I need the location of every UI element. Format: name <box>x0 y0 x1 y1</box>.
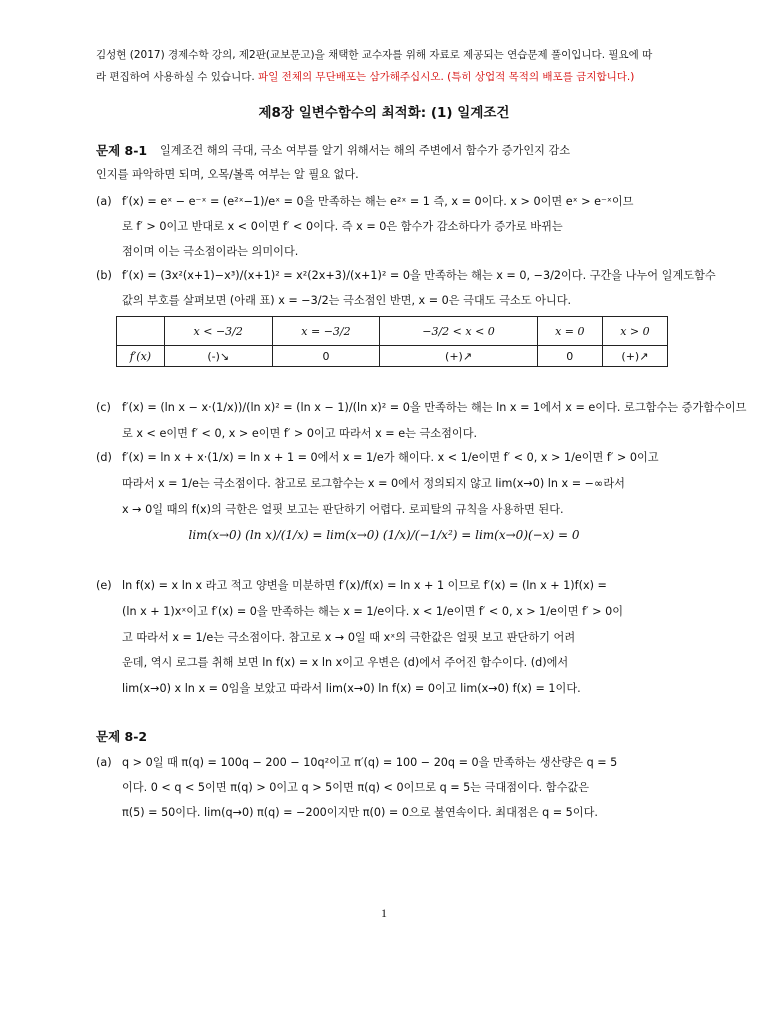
problem-8-1-intro-line2: 인지를 파악하면 되며, 오목/볼록 여부는 알 필요 없다. <box>96 168 359 181</box>
header-notice-text: 라 편집하여 사용하실 수 있습니다. <box>96 71 255 83</box>
sign-table-cell: (+)↗ <box>380 346 537 367</box>
lhopital-equation: lim(x→0) (ln x)/(1/x) = lim(x→0) (1/x)/(−1/x²) = lim(x→0)(−x) = 0 <box>188 528 580 542</box>
part-e-line1: ln f(x) = x ln x 라고 적고 양변을 미분하면 f′(x)/f(x) = ln x + 1 이므로 f′(x) = (ln x + 1)f(x) = <box>122 579 607 592</box>
problem-8-1-intro-line1: 일계조건 해의 극대, 극소 여부를 알기 위해서는 해의 주변에서 함수가 증가인지 감소 <box>160 144 571 157</box>
sign-table-header-cell: x > 0 <box>602 317 667 346</box>
sign-table-row-label: f′(x) <box>117 346 165 367</box>
sign-table-cell: 0 <box>272 346 380 367</box>
part-a-label: (a) <box>96 195 112 208</box>
header-warning: 파일 전체의 무단배포는 삼가해주십시오. (특히 상업적 목적의 배포를 금지합니다.) <box>258 71 635 83</box>
part-e-line3: 고 따라서 x = 1/e는 극소점이다. 참고로 x → 0일 때 xˣ의 극한값은 얼핏 보고 판단하기 어려 <box>122 631 576 644</box>
problem-8-2-heading: 문제 8-2 <box>96 729 148 744</box>
problem-8-1-heading: 문제 8-1 <box>96 143 148 158</box>
sign-table-header-row <box>117 317 668 346</box>
sign-table-cell: (+)↗ <box>602 346 667 367</box>
part-c-line1: f′(x) = (ln x − x·(1/x))/(ln x)² = (ln x − 1)/(ln x)² = 0을 만족하는 해는 ln x = 1에서 x = e이다. 로그함수는 증가함수이므 <box>122 401 747 414</box>
part-d-line1: f′(x) = ln x + x·(1/x) = ln x + 1 = 0에서 x = 1/e가 해이다. x < 1/e이면 f′ < 0, x > 1/e이면 f′ > 0이고 <box>122 451 659 464</box>
part-a-line3: 점이며 이는 극소점이라는 의미이다. <box>122 245 299 258</box>
part-d-line3: x → 0일 때의 f(x)의 극한은 얼핏 보고는 판단하기 어렵다. 로피탈의 규칙을 사용하면 된다. <box>122 503 564 516</box>
sign-table <box>116 316 668 367</box>
part-e-label: (e) <box>96 579 112 592</box>
problem-8-2-part-a-label: (a) <box>96 756 112 769</box>
part-e-line4: 운데, 역시 로그를 취해 보면 ln f(x) = x ln x이고 우변은 (d)에서 주어진 함수이다. (d)에서 <box>122 656 569 669</box>
problem-8-2-part-a-line1: q > 0일 때 π(q) = 100q − 200 − 10q²이고 π′(q) = 100 − 20q = 0을 만족하는 생산량은 q = 5 <box>122 756 618 769</box>
part-d-line2: 따라서 x = 1/e는 극소점이다. 참고로 로그함수는 x = 0에서 정의되지 않고 lim(x→0) ln x = −∞라서 <box>122 477 625 490</box>
problem-8-2-part-a-line2: 이다. 0 < q < 5이면 π(q) > 0이고 q > 5이면 π(q) < 0이므로 q = 5는 극대점이다. 함수값은 <box>122 781 590 794</box>
part-c-label: (c) <box>96 401 111 414</box>
part-b-label: (b) <box>96 269 112 282</box>
part-a-line2: 로 f′ > 0이고 반대로 x < 0이면 f′ < 0이다. 즉 x = 0은 함수가 감소하다가 증가로 바뀌는 <box>122 220 563 233</box>
sign-table-header-cell <box>117 317 165 346</box>
part-b-line2: 값의 부호를 살펴보면 (아래 표) x = −3/2는 극소점인 반면, x = 0은 극대도 극소도 아니다. <box>122 294 572 307</box>
problem-8-2-part-a-line3: π(5) = 50이다. lim(q→0) π(q) = −200이지만 π(0) = 0으로 불연속이다. 최대점은 q = 5이다. <box>122 806 598 819</box>
part-b-line1: f′(x) = (3x²(x+1)−x³)/(x+1)² = x²(2x+3)/(x+1)² = 0을 만족하는 해는 x = 0, −3/2이다. 구간을 나누어 일계도함수 <box>122 269 716 282</box>
sign-table-header-cell: −3/2 < x < 0 <box>380 317 537 346</box>
sign-table-header-cell: x < −3/2 <box>164 317 272 346</box>
sign-table-value-row <box>117 346 668 367</box>
part-e-line5: lim(x→0) x ln x = 0임을 보았고 따라서 lim(x→0) ln f(x) = 0이고 lim(x→0) f(x) = 1이다. <box>122 682 581 695</box>
part-a-line1: f′(x) = eˣ − e⁻ˣ = (e²ˣ−1)/eˣ = 0을 만족하는 해는 e²ˣ = 1 즉, x = 0이다. x > 0이면 eˣ > e⁻ˣ이므 <box>122 195 634 208</box>
part-c-line2: 로 x < e이면 f′ < 0, x > e이면 f′ > 0이고 따라서 x = e는 극소점이다. <box>122 427 478 440</box>
sign-table-cell: (-)↘ <box>164 346 272 367</box>
page-number: 1 <box>381 906 387 920</box>
sign-table-header-cell: x = −3/2 <box>272 317 380 346</box>
header-notice-line2 <box>96 68 686 87</box>
header-notice-line1: 김성현 (2017) 경제수학 강의, 제2판(교보문고)을 채택한 교수자를 위해 자료로 제공되는 연습문제 풀이입니다. 필요에 따 <box>96 49 653 61</box>
sign-table-header-cell: x = 0 <box>537 317 602 346</box>
part-d-label: (d) <box>96 451 112 464</box>
chapter-title: 제8장 일변수함수의 최적화: (1) 일계조건 <box>258 105 510 121</box>
part-e-line2: (ln x + 1)xˣ이고 f′(x) = 0을 만족하는 해는 x = 1/e이다. x < 1/e이면 f′ < 0, x > 1/e이면 f′ > 0이 <box>122 605 624 618</box>
sign-table-cell: 0 <box>537 346 602 367</box>
